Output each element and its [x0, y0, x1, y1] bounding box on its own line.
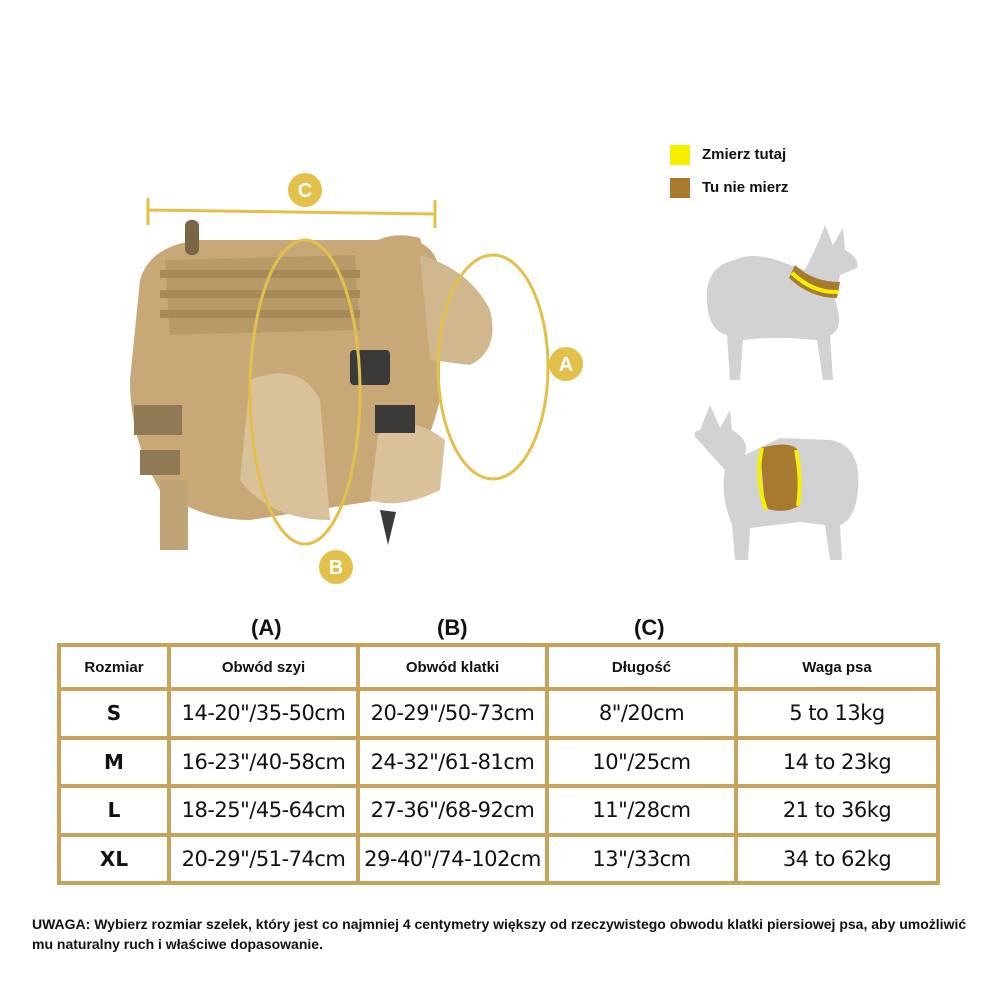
column-letter-b: (B)	[437, 615, 468, 640]
label-c: C	[297, 180, 313, 202]
table-row	[61, 691, 936, 736]
dog-neck-silhouette	[695, 220, 870, 390]
label-b: B	[328, 557, 344, 579]
harness-illustration	[120, 170, 600, 590]
column-letter-c: (C)	[634, 615, 665, 640]
header-neck: Obwód szyi	[171, 647, 356, 687]
table-row	[61, 837, 936, 882]
neck-measure-ellipse	[438, 255, 548, 479]
dog-chest-silhouette	[690, 400, 865, 570]
header-chest: Obwód klatki	[360, 647, 545, 687]
table-row	[61, 740, 936, 785]
length-cell: 13"/33cm	[549, 837, 734, 882]
neck-cell: 16-23"/40-58cm	[171, 740, 356, 785]
chest-cell: 20-29"/50-73cm	[360, 691, 545, 736]
header-length: Długość	[549, 647, 734, 687]
weight-cell: 5 to 13kg	[738, 691, 936, 736]
length-cell: 10"/25cm	[549, 740, 734, 785]
header-weight: Waga psa	[738, 647, 936, 687]
size-table	[57, 643, 940, 885]
table-header-row	[61, 647, 936, 687]
neck-cell: 20-29"/51-74cm	[171, 837, 356, 882]
size-cell: M	[61, 740, 167, 785]
weight-cell: 34 to 62kg	[738, 837, 936, 882]
size-cell: L	[61, 788, 167, 833]
legend-swatch-no-measure	[670, 178, 690, 198]
legend-label-measure: Zmierz tutaj	[702, 146, 787, 163]
length-cell: 11"/28cm	[549, 788, 734, 833]
chest-cell: 27-36"/68-92cm	[360, 788, 545, 833]
size-cell: S	[61, 691, 167, 736]
size-cell: XL	[61, 837, 167, 882]
chest-cell: 24-32"/61-81cm	[360, 740, 545, 785]
length-cell: 8"/20cm	[549, 691, 734, 736]
legend-label-no-measure: Tu nie mierz	[702, 179, 789, 196]
label-a: A	[558, 354, 574, 376]
neck-cell: 18-25"/45-64cm	[171, 788, 356, 833]
table-row	[61, 788, 936, 833]
legend-swatch-measure	[670, 145, 690, 165]
column-letter-a: (A)	[251, 615, 282, 640]
neck-cell: 14-20"/35-50cm	[171, 691, 356, 736]
weight-cell: 21 to 36kg	[738, 788, 936, 833]
sizing-note: UWAGA: Wybierz rozmiar szelek, który jest co najmniej 4 centymetry większy od rzeczywistego obwodu klatki piersiowej psa, aby umożliwić mu naturalny ruch i właściwe dopasowanie.	[32, 916, 967, 953]
header-size: Rozmiar	[61, 647, 167, 687]
chest-cell: 29-40"/74-102cm	[360, 837, 545, 882]
weight-cell: 14 to 23kg	[738, 740, 936, 785]
